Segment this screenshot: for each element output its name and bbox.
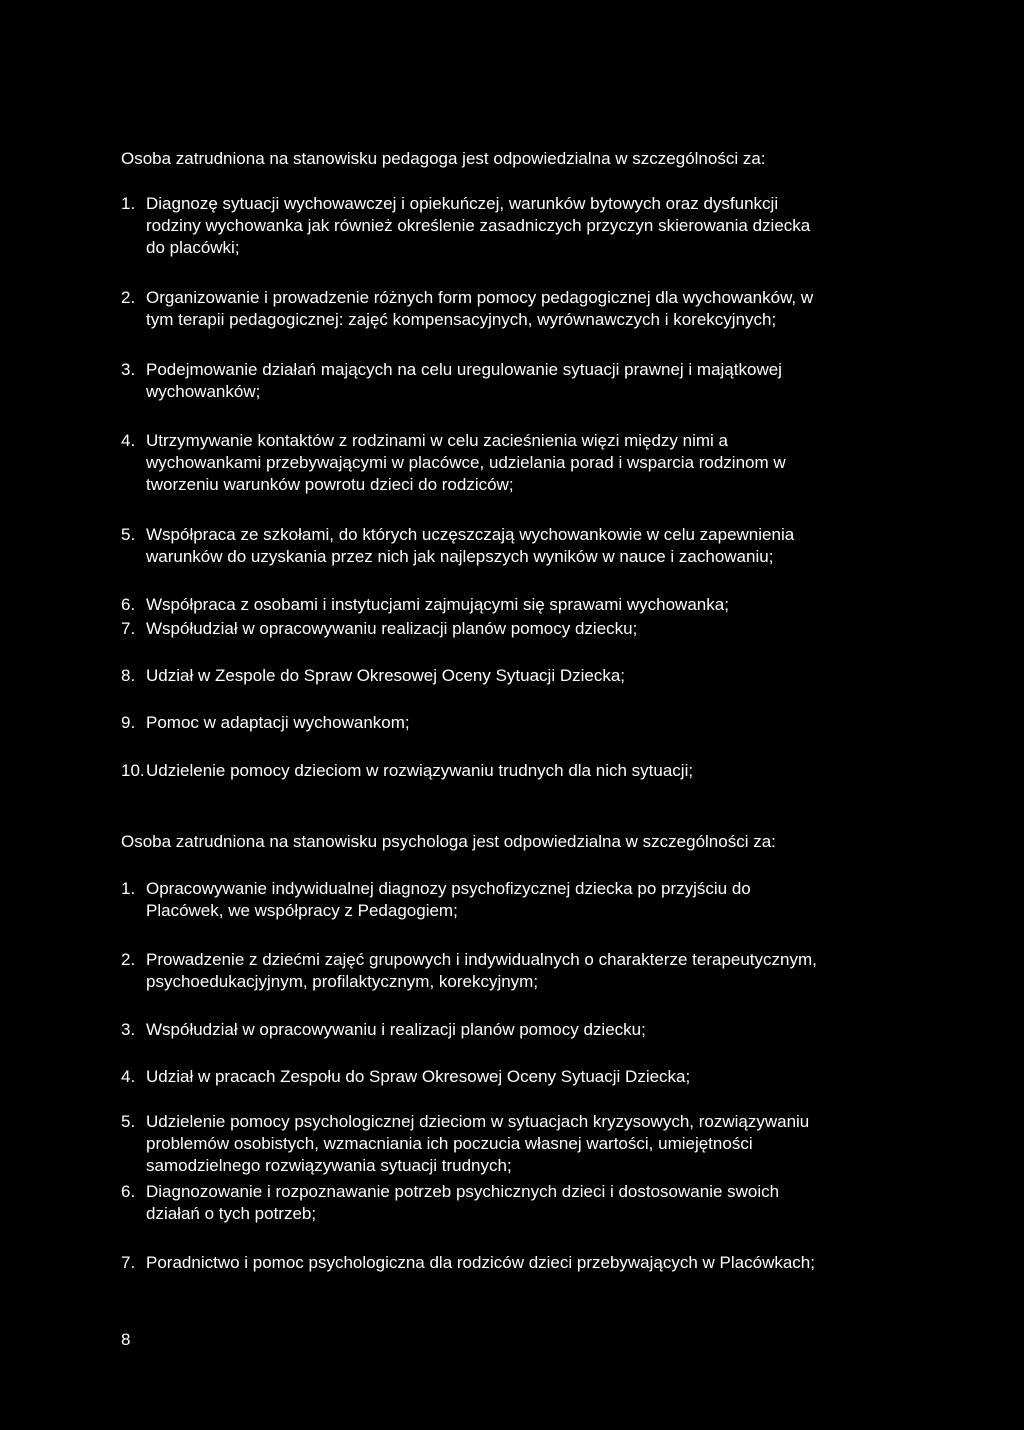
item-line: Współpraca z osobami i instytucjami zajmującymi się sprawami wychowanka;	[146, 595, 729, 614]
item-number: 6.	[121, 1182, 136, 1201]
pedagog-item-8	[121, 665, 911, 687]
item-text	[146, 712, 911, 734]
psycholog-item-2	[121, 949, 911, 993]
item-line: Organizowanie i prowadzenie różnych form pomocy pedagogicznej dla wychowanków, w	[146, 288, 814, 307]
item-text	[146, 1019, 911, 1041]
psycholog-item-3	[121, 1019, 911, 1041]
item-number: 1.	[121, 194, 136, 213]
item-number: 5.	[121, 525, 136, 544]
item-line: tym terapii pedagogicznej: zajęć kompensacyjnych, wyrównawczych i korekcyjnych;	[146, 310, 777, 329]
pedagog-heading: Osoba zatrudniona na stanowisku pedagoga jest odpowiedzialna w szczególności za:	[121, 149, 766, 168]
item-text	[146, 618, 911, 640]
pedagog-item-3	[121, 359, 911, 403]
item-text	[146, 949, 911, 993]
item-line: Podejmowanie działań mających na celu uregulowanie sytuacji prawnej i majątkowej	[146, 360, 782, 379]
item-number: 5.	[121, 1112, 136, 1131]
pedagog-item-10	[121, 760, 911, 782]
pedagog-item-5	[121, 524, 911, 568]
item-line: Diagnozę sytuacji wychowawczej i opiekuńczej, warunków bytowych oraz dysfunkcji	[146, 194, 779, 213]
item-number: 10.	[121, 761, 145, 780]
item-text	[146, 287, 911, 331]
item-line: Współpraca ze szkołami, do których uczęszczają wychowankowie w celu zapewnienia	[146, 525, 795, 544]
item-line: psychoedukacjyjnym, profilaktycznym, korekcyjnym;	[146, 972, 539, 991]
psycholog-heading: Osoba zatrudniona na stanowisku psychologa jest odpowiedzialna w szczególności za:	[121, 832, 776, 851]
item-line: Udział w pracach Zespołu do Spraw Okresowej Oceny Sytuacji Dziecka;	[146, 1067, 691, 1086]
item-number: 2.	[121, 950, 136, 969]
item-line: Diagnozowanie i rozpoznawanie potrzeb psychicznych dzieci i dostosowanie swoich	[146, 1182, 780, 1201]
item-number: 4.	[121, 431, 136, 450]
item-number: 4.	[121, 1067, 136, 1086]
psycholog-item-1	[121, 878, 911, 922]
item-text	[146, 430, 911, 496]
item-line: Utrzymywanie kontaktów z rodzinami w celu zacieśnienia więzi między nimi a	[146, 431, 728, 450]
item-line: Udzielenie pomocy psychologicznej dzieciom w sytuacjach kryzysowych, rozwiązywaniu	[146, 1112, 810, 1131]
item-line: Współudział w opracowywaniu realizacji planów pomocy dziecku;	[146, 619, 638, 638]
item-text	[146, 359, 911, 403]
item-text	[146, 760, 911, 782]
item-number: 9.	[121, 713, 136, 732]
psycholog-item-6	[121, 1181, 911, 1225]
page-number: 8	[121, 1330, 131, 1349]
item-number: 8.	[121, 666, 136, 685]
pedagog-item-1	[121, 193, 911, 259]
item-line: wychowanków;	[146, 382, 261, 401]
item-line: warunków do uzyskania przez nich jak najlepszych wyników w nauce i zachowaniu;	[146, 547, 774, 566]
item-text	[146, 1111, 911, 1177]
item-text	[146, 193, 911, 259]
item-number: 1.	[121, 879, 136, 898]
pedagog-item-6	[121, 594, 911, 616]
item-line: samodzielnego rozwiązywania sytuacji trudnych;	[146, 1156, 512, 1175]
psycholog-item-7	[121, 1252, 911, 1274]
item-line: Poradnictwo i pomoc psychologiczna dla rodziców dzieci przebywających w Placówkach;	[146, 1253, 815, 1272]
item-line: Opracowywanie indywidualnej diagnozy psychofizycznej dziecka po przyjściu do	[146, 879, 751, 898]
pedagog-item-2	[121, 287, 911, 331]
item-line: Udzielenie pomocy dzieciom w rozwiązywaniu trudnych dla nich sytuacji;	[146, 761, 694, 780]
item-text	[146, 524, 911, 568]
psycholog-item-5	[121, 1111, 911, 1177]
item-line: Współudział w opracowywaniu i realizacji planów pomocy dziecku;	[146, 1020, 646, 1039]
item-text	[146, 665, 911, 687]
item-number: 7.	[121, 1253, 136, 1272]
item-number: 3.	[121, 1020, 136, 1039]
item-number: 7.	[121, 619, 136, 638]
item-number: 6.	[121, 595, 136, 614]
item-text	[146, 1252, 911, 1274]
psycholog-item-4	[121, 1066, 911, 1088]
item-line: Udział w Zespole do Spraw Okresowej Oceny Sytuacji Dziecka;	[146, 666, 626, 685]
item-text	[146, 1181, 911, 1225]
item-number: 2.	[121, 288, 136, 307]
item-line: wychowankami przebywającymi w placówce, udzielania porad i wsparcia rodzinom w	[146, 453, 786, 472]
item-line: problemów osobistych, wzmacniania ich poczucia własnej wartości, umiejętności	[146, 1134, 753, 1153]
item-line: rodziny wychowanka jak również określenie zasadniczych przyczyn skierowania dziecka	[146, 216, 811, 235]
item-line: działań o tych potrzeb;	[146, 1204, 317, 1223]
item-line: do placówki;	[146, 238, 240, 257]
item-line: Prowadzenie z dziećmi zajęć grupowych i indywidualnych o charakterze terapeutycznym,	[146, 950, 817, 969]
item-line: tworzeniu warunków powrotu dzieci do rodziców;	[146, 475, 514, 494]
pedagog-item-9	[121, 712, 911, 734]
item-number: 3.	[121, 360, 136, 379]
pedagog-item-4	[121, 430, 911, 496]
item-text	[146, 594, 911, 616]
item-line: Pomoc w adaptacji wychowankom;	[146, 713, 410, 732]
item-text	[146, 878, 911, 922]
pedagog-item-7	[121, 618, 911, 640]
item-line: Placówek, we współpracy z Pedagogiem;	[146, 901, 458, 920]
item-text	[146, 1066, 911, 1088]
